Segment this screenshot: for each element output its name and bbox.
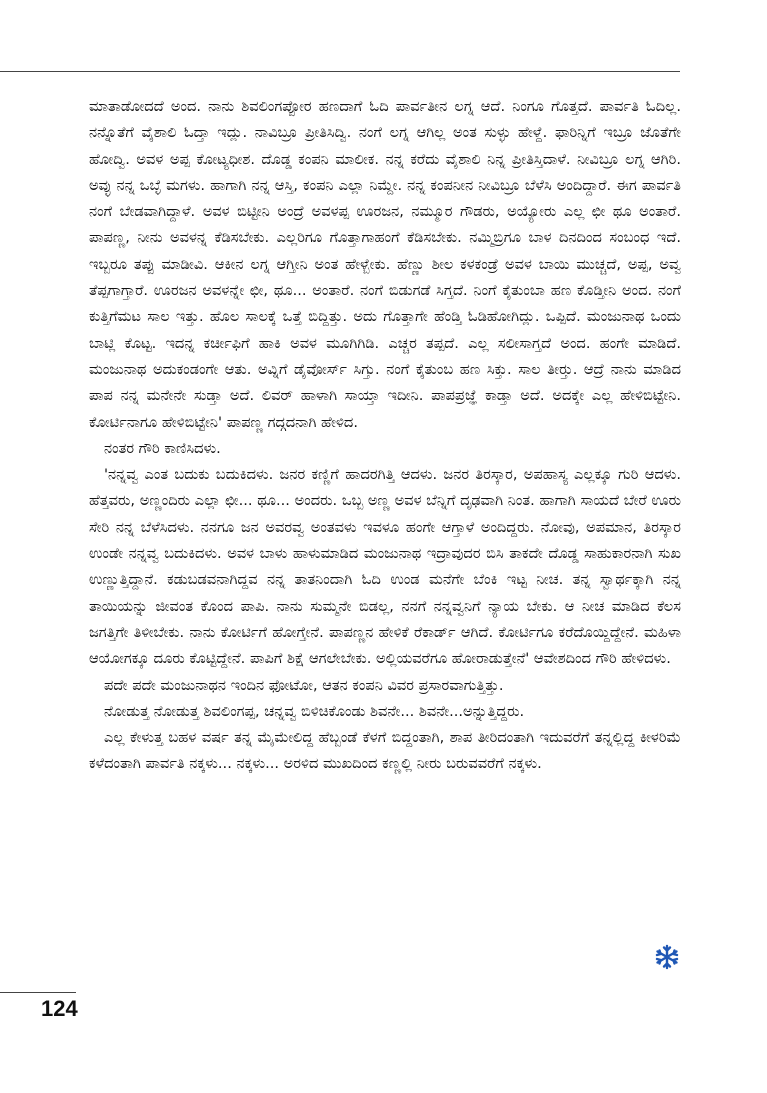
paragraph: ನೋಡುತ್ತ ನೋಡುತ್ತ ಶಿವಲಿಂಗಪ್ಪ, ಚನ್ನವ್ವ ಬಿಳಿಚಿಕೊಂಡು ಶಿವನೇ... ಶಿವನೇ...ಅನ್ನುತ್ತಿದ್ದರು. [104,702,525,720]
snowflake-icon [654,944,680,970]
paragraph: 'ನನ್ನವ್ವ ಎಂತ ಬದುಕು ಬದುಕಿದಳು. ಜನರ ಕಣ್ಣಿಗೆ ಹಾದರಗಿತ್ತಿ ಆದಳು. ಜನರ ತಿರಸ್ಕಾರ, ಅಪಹಾಸ್ಯ ಎಲ್ಲಕ್ಕೂ ಗುರಿ ಆದಳು. ಹೆತ್ತವರು, ಅಣ್ಣಂದಿರು ಎಲ್ಲಾ ಛೀ... ಥೂ... ಅಂದರು. ಒಬ್ಬ ಅಣ್ಣ ಅವಳ ಬೆನ್ನಿಗೆ ದೃಢವಾಗಿ ನಿಂತ. ಹಾಗಾಗಿ ಸಾಯದೆ ಬೇರೆ ಊರು ಸೇರಿ ನನ್ನ ಬೆಳೆಸಿದಳು. ನನಗೂ ಜನ ಅವರವ್ವ ಅಂತವಳು ಇವಳೂ ಹಂಗೇ ಆಗ್ತಾಳೆ ಅಂದಿದ್ದರು. ನೋವು, ಅಪಮಾನ, ತಿರಸ್ಕಾರ ಉಂಡೇ ನನ್ನವ್ವ ಬದುಕಿದಳು. ಅವಳ ಬಾಳು ಹಾಳುಮಾಡಿದ ಮಂಜುನಾಥ ಇದ್ರಾವುದರ ಬಿಸಿ ತಾಕದೇ ದೊಡ್ಡ ಸಾಹುಕಾರನಾಗಿ ಸುಖ ಉಣ್ಣುತ್ತಿದ್ದಾನೆ. ಕಡುಬಡವನಾಗಿದ್ದವ ನನ್ನ ತಾತನಿಂದಾಗಿ ಓದಿ ಉಂಡ ಮನೆಗೇ ಬೆಂಕಿ ಇಟ್ಟ ನೀಚ. ತನ್ನ ಸ್ವಾರ್ಥಕ್ಕಾಗಿ ನನ್ನ ತಾಯಿಯನ್ನು ಜೀವಂತ ಕೊಂದ ಪಾಪಿ. ನಾನು ಸುಮ್ಮನೇ ಬಿಡಲ್ಲ, ನನಗೆ ನನ್ನವ್ವನಿಗೆ ನ್ಯಾಯ ಬೇಕು. ಆ ನೀಚ ಮಾಡಿದ ಕೆಲಸ ಜಗತ್ತಿಗೇ ತಿಳೀಬೇಕು. ನಾನು ಕೋರ್ಟಿಗೆ ಹೋಗ್ತೇನೆ. ಪಾಪಣ್ಣನ ಹೇಳಿಕೆ ರೆಕಾರ್ಡ್ ಆಗಿದೆ. ಕೋರ್ಟಿಗೂ ಕರೆದೊಯ್ದಿದ್ದೇನೆ. ಮಹಿಳಾ ಆಯೋಗಕ್ಕೂ ದೂರು ಕೊಟ್ಟಿದ್ದೇನೆ. ಪಾಪಿಗೆ ಶಿಕ್ಷೆ ಆಗಲೇಬೇಕು. ಅಲ್ಲಿಯವರೆಗೂ ಹೋರಾಡುತ್ತೇನೆ' ಆವೇಶದಿಂದ ಗೌರಿ ಹೇಳಿದಳು. [89,466,681,668]
paragraph: ನಂತರ ಗೌರಿ ಕಾಣಿಸಿದಳು. [104,439,221,457]
paragraph: ಪದೇ ಪದೇ ಮಂಜುನಾಥನ ಇಂದಿನ ಫೋಟೋ, ಆತನ ಕಂಪನಿ ವಿವರ ಪ್ರಸಾರವಾಗುತ್ತಿತ್ತು. [104,676,504,694]
paragraph-continued: ಮಾತಾಡೋದದೆ ಅಂದ. ನಾನು ಶಿವಲಿಂಗಪ್ಪೋರ ಹಣದಾಗೆ ಓದಿ ಪಾರ್ವತೀನ ಲಗ್ನ ಆದೆ. ನಿಂಗೂ ಗೊತ್ತದೆ. ಪಾರ್ವತಿ ಓದಿಲ್ಲ. ನನ್ನೊತೆಗೆ ವೈಶಾಲಿ ಓದ್ತಾ ಇದ್ಲು. ನಾವಿಬ್ರೂ ಪ್ರೀತಿಸಿದ್ವಿ. ನಂಗೆ ಲಗ್ನ ಆಗಿಲ್ಲ ಅಂತ ಸುಳ್ಳು ಹೇಳ್ದೆ. ಫಾರಿನ್ನಿಗೆ ಇಬ್ರೂ ಜೊತೆಗೇ ಹೋದ್ವಿ. ಅವಳ ಅಪ್ಪ ಕೋಟ್ಯಧೀಶ. ದೊಡ್ಡ ಕಂಪನಿ ಮಾಲೀಕ. ನನ್ನ ಕರೆದು ವೈಶಾಲಿ ನಿನ್ನ ಪ್ರೀತಿಸ್ತಿದಾಳೆ. ನೀವಿಬ್ರೂ ಲಗ್ನ ಆಗಿರಿ. ಅವ್ಳು ನನ್ನ ಒಬ್ಳೆ ಮಗಳು. ಹಾಗಾಗಿ ನನ್ನ ಆಸ್ತಿ, ಕಂಪನಿ ಎಲ್ಲಾ ನಿಮ್ದೇ. ನನ್ನ ಕಂಪನೀನ ನೀವಿಬ್ರೂ ಬೆಳೆಸಿ ಅಂದಿದ್ದಾರೆ. ಈಗ ಪಾರ್ವತಿ ನಂಗೆ ಬೇಡವಾಗಿದ್ದಾಳೆ. ಅವಳ ಬಿಟ್ಟೀನಿ ಅಂದ್ರೆ ಅವಳಪ್ಪ ಊರಜನ, ನಮ್ಮೂರ ಗೌಡರು, ಅಯ್ಯೋರು ಎಲ್ಲ ಛೀ ಥೂ ಅಂತಾರೆ. ಪಾಪಣ್ಣ, ನೀನು ಅವಳನ್ನ ಕೆಡಿಸಬೇಕು. ಎಲ್ಲರಿಗೂ ಗೊತ್ತಾಗಾಹಂಗೆ ಕೆಡಿಸಬೇಕು. ನಮ್ಮಿಬ್ರಿಗೂ ಬಾಳ ದಿನದಿಂದ ಸಂಬಂಧ ಇದೆ. ಇಬ್ಬರೂ ತಪ್ಪು ಮಾಡೀವಿ. ಆಕೀನ ಲಗ್ನ ಆಗ್ತೀನಿ ಅಂತ ಹೇಳ್ಬೇಕು. ಹೆಣ್ಣು ಶೀಲ ಕಳಕಂಡ್ರೆ ಅವಳ ಬಾಯಿ ಮುಚ್ಚದೆ, ಅಪ್ಪ, ಅವ್ವ ತೆಪ್ಪಗಾಗ್ತಾರೆ. ಊರಜನ ಅವಳನ್ನೇ ಛೀ, ಥೂ... ಅಂತಾರೆ. ನಂಗೆ ಬಿಡುಗಡೆ ಸಿಗ್ತದೆ. ನಿಂಗೆ ಕೈತುಂಬಾ ಹಣ ಕೊಡ್ತೀನಿ ಅಂದ. ನಂಗೆ ಕುತ್ತಿಗೆಮಟ ಸಾಲ ಇತ್ತು. ಹೊಲ ಸಾಲಕ್ಕೆ ಒತ್ತೆ ಬಿದ್ದಿತ್ತು. ಅದು ಗೊತ್ತಾಗೇ ಹೆಂಡ್ತಿ ಓಡಿಹೋಗಿದ್ಲು. ಒಪ್ಪಿದೆ. ಮಂಜುನಾಥ ಒಂದು ಬಾಟ್ಲಿ ಕೊಟ್ಟ. ಇದನ್ನ ಕರ್ಚೀಫಿಗೆ ಹಾಕಿ ಅವಳ ಮೂಗಿಗಿಡಿ. ಎಚ್ಚರ ತಪ್ಪದೆ. ಎಲ್ಲ ಸಲೀಸಾಗ್ತದೆ ಅಂದ. ಹಂಗೇ ಮಾಡಿದೆ. ಮಂಜುನಾಥ ಅದುಕಂಡಂಗೇ ಆತು. ಅವ್ನಿಗೆ ಡೈವೋರ್ಸ್ ಸಿಗ್ತು. ನಂಗೆ ಕೈತುಂಬ ಹಣ ಸಿಕ್ತು. ಸಾಲ ತೀರ್‍ತು. ಆದ್ರೆ ನಾನು ಮಾಡಿದ ಪಾಪ ನನ್ನ ಮನೇನೇ ಸುಡ್ತಾ ಅದೆ. ಲಿವರ್ ಹಾಳಾಗಿ ಸಾಯ್ತಾ ಇದೀನಿ. ಪಾಪಪ್ರಜ್ಞೆ ಕಾಡ್ತಾ ಅದೆ. ಅದಕ್ಕೇ ಎಲ್ಲ ಹೇಳಿಬಿಟ್ಟೇನಿ. ಕೋರ್ಟಿನಾಗೂ ಹೇಳಿಬಿಟ್ಟೇನಿ' ಪಾಪಣ್ಣ ಗದ್ಗದನಾಗಿ ಹೇಳಿದ. [89,98,681,431]
page-number: 124 [41,996,78,1021]
paragraph: ಎಲ್ಲ ಕೇಳುತ್ತ ಬಹಳ ವರ್ಷ ತನ್ನ ಮೈಮೇಲಿದ್ದ ಹೆಬ್ಬಂಡೆ ಕೆಳಗೆ ಬಿದ್ದಂತಾಗಿ, ಶಾಪ ತೀರಿದಂತಾಗಿ ಇದುವರೆಗೆ ತನ್ನಲ್ಲಿದ್ದ ಕೀಳರಿಮೆ ಕಳೆದಂತಾಗಿ ಪಾರ್ವತಿ ನಕ್ಕಳು... ನಕ್ಕಳು... ಅರಳಿದ ಮುಖದಿಂದ ಕಣ್ಣಲ್ಲಿ ನೀರು ಬರುವವರೆಗೆ ನಕ್ಕಳು. [89,729,681,773]
body-text [89,94,681,778]
footer-rule [0,992,76,993]
header-rule [0,71,680,72]
